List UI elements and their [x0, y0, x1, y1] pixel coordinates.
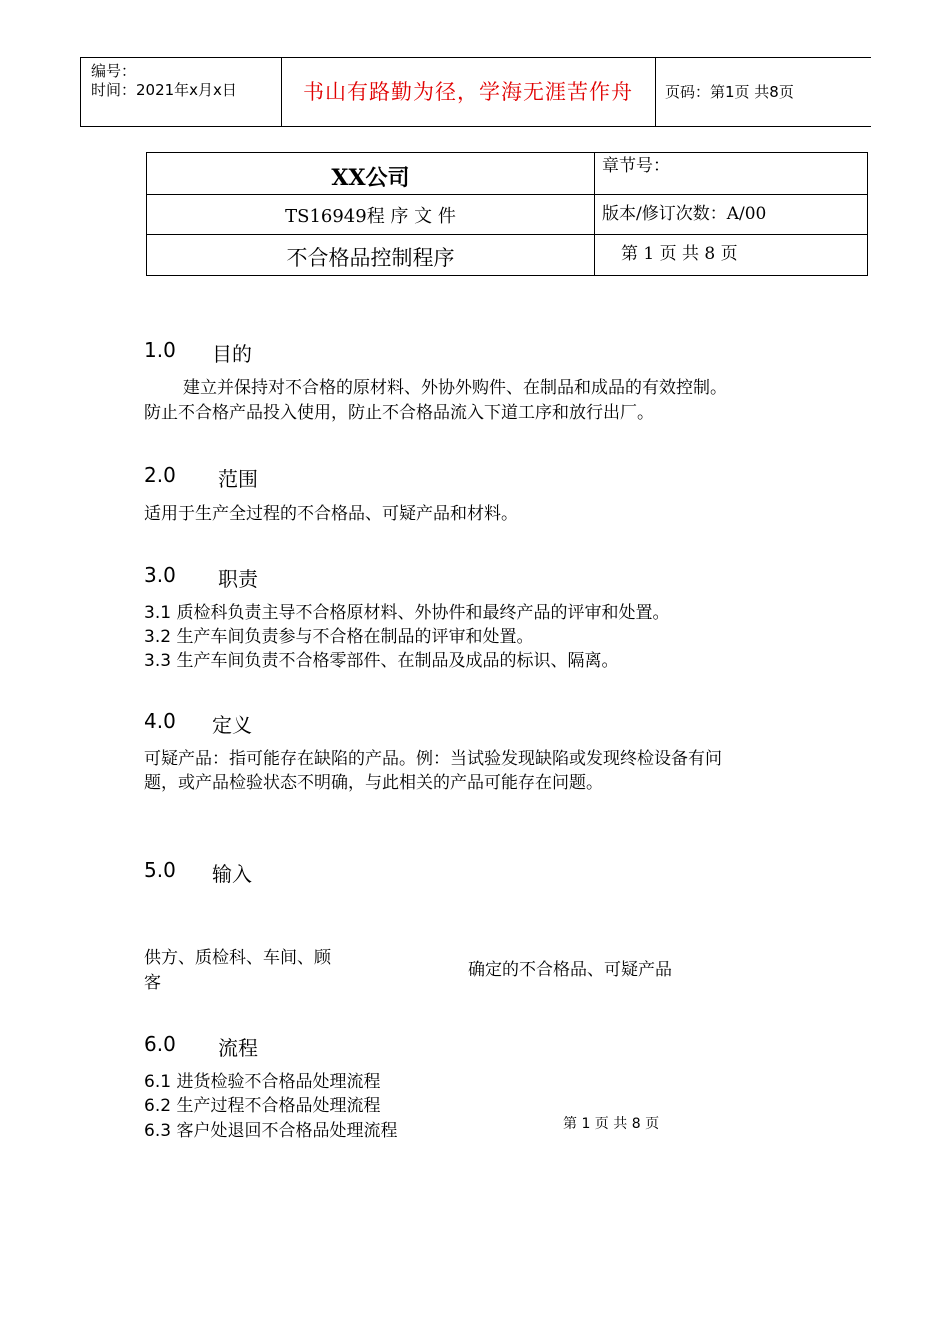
- section-5-number: 5.0: [144, 858, 176, 882]
- document-info-table: [146, 152, 868, 276]
- footer-page-number: 第 1 页 共 8 页: [563, 1116, 660, 1132]
- header-page-cell: [655, 58, 871, 126]
- section-1-title: 目的: [212, 342, 252, 366]
- list-item: 3.3 生产车间负责不合格零部件、在制品及成品的标识、隔离。: [144, 651, 619, 671]
- input-source-line-2: 客: [144, 973, 161, 993]
- document-title: 不合格品控制程序: [147, 235, 595, 275]
- section-1-number: 1.0: [144, 338, 176, 362]
- section-2-title: 范围: [218, 467, 258, 491]
- table-row: [147, 235, 867, 275]
- input-output-text: 确定的不合格品、可疑产品: [468, 960, 672, 980]
- header-info-cell: [81, 58, 282, 126]
- input-source-line-1: 供方、质检科、车间、顾: [144, 948, 331, 968]
- section-5-title: 输入: [212, 862, 252, 886]
- section-1-text-line-1: 建立并保持对不合格的原材料、外协外购件、在制品和成品的有效控制。: [183, 378, 727, 398]
- header-table: [80, 57, 871, 127]
- section-2-number: 2.0: [144, 463, 176, 487]
- version-number: 版本/修订次数：A/00: [602, 204, 767, 224]
- table-row: [147, 153, 867, 195]
- header-page-label: 页码：第1页 共8页: [665, 83, 794, 101]
- motto-text: 书山有路勤为径，学海无涯苦作舟: [303, 80, 633, 104]
- section-6-title: 流程: [218, 1036, 258, 1060]
- chapter-number: 章节号：: [602, 156, 670, 176]
- document-type: TS16949程 序 文 件: [147, 195, 595, 234]
- table-page-number: 第 1 页 共 8 页: [621, 244, 738, 264]
- list-item: 6.3 客户处退回不合格品处理流程: [144, 1121, 398, 1141]
- list-item: 6.2 生产过程不合格品处理流程: [144, 1096, 381, 1116]
- company-name: XX公司: [147, 153, 595, 194]
- list-item: 3.2 生产车间负责参与不合格在制品的评审和处置。: [144, 627, 534, 647]
- list-item: 6.1 进货检验不合格品处理流程: [144, 1072, 381, 1092]
- section-3-number: 3.0: [144, 563, 176, 587]
- section-4-text-line-2: 题，或产品检验状态不明确，与此相关的产品可能存在问题。: [144, 773, 603, 793]
- section-1-text-line-2: 防止不合格产品投入使用，防止不合格品流入下道工序和放行出厂。: [144, 403, 654, 423]
- section-4-title: 定义: [212, 713, 252, 737]
- section-4-text-line-1: 可疑产品：指可能存在缺陷的产品。例：当试验发现缺陷或发现终检设备有问: [144, 749, 722, 769]
- header-motto-cell: [281, 58, 656, 126]
- table-row: [147, 195, 867, 235]
- section-4-number: 4.0: [144, 709, 176, 733]
- time-label: 时间：2021年x月x日: [91, 81, 237, 99]
- section-2-text: 适用于生产全过程的不合格品、可疑产品和材料。: [144, 504, 518, 524]
- list-item: 3.1 质检科负责主导不合格原材料、外协件和最终产品的评审和处置。: [144, 603, 670, 623]
- number-label: 编号：: [91, 62, 137, 80]
- section-6-number: 6.0: [144, 1032, 176, 1056]
- section-3-title: 职责: [218, 567, 258, 591]
